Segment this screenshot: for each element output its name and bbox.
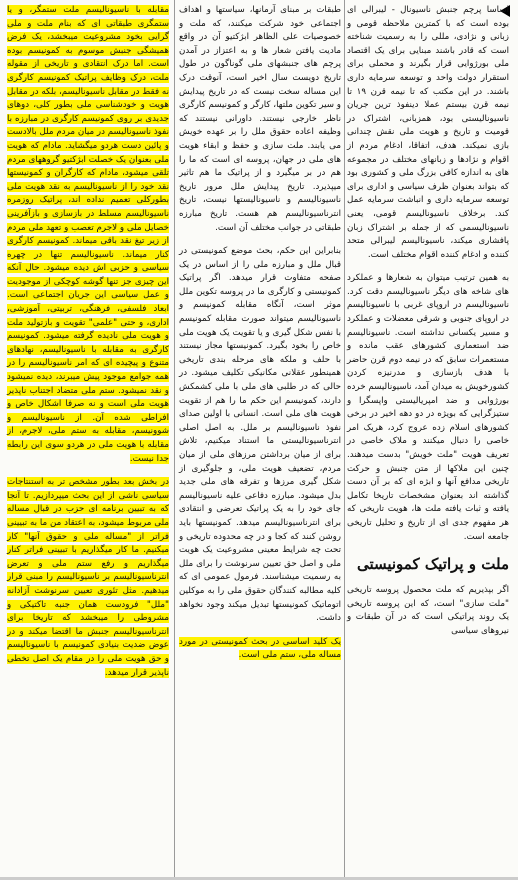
highlighted-text: در بخش بعد بطور مشخص تر به استنتاجات سیاسی ناشی از این بحث میپردازیم. تا آنجا که به تبیین برنامه ای حزب در قبال مساله ملی مربوط میشود، به اعتقاد من ما به تبیینی فراتر از "مساله ملی و حقوق آنها" کار میکنیم. ما کار میگذاریم با تبیینی فراتر کنار میگذاریم و رفع ستم ملی و تعرض انترناسیونالیسم بر ناسیونالیسم را مبنی قرار میدهیم. مثل تئوری تعیین سرنوشت آزادانه "ملل" فرودست همان جنبه تاکتیکی و مشروطی را میبخشد که تاریخا برای انترناسیونالیسم جنبش ما اقتضا میکند و در عوض ضدیت بنیادی کمونیسم با ناسیونالیسم و حق هویت ملی را در مقام یک اصل تخطی ناپذیر قرار میدهد.: [7, 477, 169, 678]
paragraph: [7, 476, 169, 680]
middle-column: [176, 0, 344, 880]
paragraph: اساسا پرچم جنبش ناسیونال - لیبرالی ای بوده است که با کمترین ملاحظه قومی و زبانی و نژادی، مللی را به رسمیت شناخته است که قادر باشند مبنایی برای یک اقتصاد ملی بورژوایی قرار بگیرند و محملی برای استقرار دولت واحد و توسعه سرمایه داری باشند. در این مکتب که تا نیمه قرن ۱۹ تا نیمه قرن بیستم عملا دینفوذ ترین جریان ناسیونالیستی بود، همزبانی، اشتراک در قومیت و تاریخ و هویت ملی نقش چندانی بازی نمیکند. هدف، اتفاقا، ادغام مردم از اقوام و نژادها و زبانهای مختلف در مجموعه های به اندازه کافی بزرگ ملی و کشوری بود که بتواند بعنوان ظرف سیاسی و اداری برای توسعه سرمایه داری و انباشت سرمایه عمل کند. برخلاف ناسیونالیسم قومی، یعنی ناسیونالیسمی که از جمله بر اشتراک زبان پافشاری میکند، ناسیونالیسم لیبرالی متحد کننده و ادغام کننده اقوام مختلف است.: [347, 5, 509, 260]
left-column: [4, 0, 172, 880]
column-divider: [174, 0, 175, 880]
highlighted-text: یک کلید اساسی در بحث کمونیستی در مورد مساله ملی، ستم ملی است.: [179, 636, 341, 661]
paragraph: [7, 4, 169, 466]
paragraph: بنابراین این حکم، بحث موضع کمونیستی در قبال ملل و مبارزه ملی را از اساس در یک صفحه متفاوت قرار میدهد. اگر پراتیک کمونیستی و کارگری ما در پروسه تکوین ملل موثر است، آنگاه مقابله کمونیسم و ناسیونالیسم میتواند صورت مقابله کمونیسم با نفس شکل گیری و یا تقویت یک هویت ملی خاص را بخود بگیرد. کمونیستها مجاز نیستند با حلف و ملکه های مرحله بندی تاریخی همینطور عقلانی مکانیکی تکلیف میشود. در حالی که در طلبی های ملی با ملی کشمکش دارند، کمونیسم این حکم ما را هم از تقویت هویت های ملی است. انسانی با اولین صدای نفوذ ناسیونالیسم بر ملل. به اصل اصلی انترناسیونالیستی ما استناد میکنیم، تلاش برای از میان برداشتن مرزهای ملی از میان مردم، تضعیف هویت ملی، و جلوگیری از شکل گیری مرزها و تفرقه های ملی جدید بدل میشود. مبارزه دفاعی علیه ناسیونالیسم جای خود را به یک پراتیک تعرضی و انتقادی برای انترناسیونالیسم میدهد. کمونیستها باید روشن کنند که کجا و در چه محدوده تاریخی و تحت چه شرایط معینی مشروعیت یک هویت ملی و اصل حق تعیین سرنوشت را برای ملل به رسمیت میشناسند. فرمول عمومی ای که کلیه مطالبه کنندگان حقوق ملی را به موکلین اتوماتیک کمونیستها تبدیل میکند وجود نخواهد داشت.: [179, 246, 341, 624]
section-heading: ملت و پراتیک کمونیستی: [356, 555, 509, 574]
paragraph: [179, 636, 341, 663]
highlighted-text: مقابله با ناسیونالیسم ملت ستمگر، و یا ستمگری طبقاتی ای که بنام ملت و ملی گرایی بخود مشروعیت میبخشد، یک فرض همیشگی جنبش موسوم به کمونیسم بوده است. اما درک انتقادی و تاریخی از مقوله ملت، درک وظایف پراتیک کمونیسم کارگری نه فقط در مقابل ناسیونالیسم، بلکه در مقابل هویت و خودشناسی ملی بطور کلی، دوهای جدیدی بر روی کمونیسم کارگری در مبارزه با نفوذ ناسیونالیسم در میان مردم ملل بالادست و پائین دست هردو میگشاید. مادام که هویت ملی بعنوان یک خصلت ابژکتیو گروههای مردم تلقی میشود، مادام که کارگران و کمونیستها نقد خود را از ناسیونالیسم به نقد هویت ملی بطورکلی تعمیم نداده اند، پراتیک روزمره ناسیونالیسم مسلط در بازسازی و بازآفرینی خصایل ملی و لاجرم تعصب و تعهد ملی مردم از زیر تیغ نقد باقی میماند. کمونیسم کارگری کنار میماند. ناسیونالیسم تنها در چهره سیاسی و حزبی اش دیده میشود. حال آنکه این چیزی جز تنها گوشه کوچکی از موجودیت و عمل سیاسی این جریان اجتماعی است. ابعاد فلسفی، فرهنگی، تربیتی، آموزشی، اداری، و حتی "علمی" تقویت و بازتولید ملت و هویت ملی نادیده گرفته میشود. کمونیسم کارگری به مقابله با ناسیونالیسم، نهادهای متنوع و پیچیده ای که امر ناسیونالیسم را در همه جوامع موجود پیش میبرند، دیده نمیشود و نقد نمیشود. ستم ملی متضاد اجتناب ناپذیر هویت ملی است و نه صرفا اشکال خاص و افراطی شده آن. از ناسیونالیسم و شوونیسم، مقابله به ستم ملی، لاجرم، از مقابله با هویت ملی در هردو سوی این رابطه جدا نیست.: [7, 5, 169, 464]
paragraph: به همین ترتیب میتوان به شعارها و عملکرد های شاخه های دیگر ناسیونالیسم دقت کرد. ناسیونالیسم در اروپای غربی با ناسیونالیسم در اروپای جنوبی و شرقی معضلات و عملکرد و مسیر یکسانی نداشته است. ناسیونالیسم ضد استعماری کشورهای عقب مانده و مستعمرات سابق که در نیمه دوم قرن حاضر با هدف بازسازی و مدرنیزه کردن کشورخویش به میدان آمد، ناسیونالیسم خرده بورژوایی و ضد امپریالیستی واپسگرا و ستیزگرایی که بویژه در دو دهه اخیر در برخی کشورهای اسلام زده عروج کرد، هریک امر خاصی را دنبال میکنند و ملاک خاصی در تعریف هویت "ملت خویش" بدست میدهند. چنین این ملاکها از متن جنبش و حرکت تاریخی مدافع آنها و ابژه ای که بر آن دست گذاشته اند بعنوان مشخصات تاریخا تکامل یافته و ثبات یافته ملت ها، هویت تاریخی که هر مفهوم جدی ای از تاریخ و تحلیل تاریخی جامعه است.: [347, 273, 509, 542]
paragraph: اگر بپذیریم که ملت محصول پروسه تاریخی "ملت سازی" است، که این پروسه تاریخی یک روند پراتیکی است که در آن طبقات و نیروهای سیاسی: [347, 585, 509, 636]
right-column: [345, 0, 513, 880]
paragraph: طبقات بر مبنای آرمانها، سیاستها و اهداف اجتماعی خود شرکت میکنند، که ملت و خصوصیات علی الظاهر ابژکتیو آن در واقع مادیت یافتن شعار ها و به اعتزاز در آمدن پرچم های جنبشهای ملی گوناگون در طول تاریخ دویست سال اخیر است، آنوقت درک این مساله سخت نیست که در تاریخ پیدایش و سیر تکوین ملتها، کارگر و کمونیسم کارگری ناظر خارجی نیستند. داورانی نیستند که وظیفه اعاده حقوق ملل را بر عهده خویش می یابند. ملت سازی و حفظ و ابقاء هویت های ملی در جهان، پروسه ای است که ما را هم در بر میگیرد و از پراتیک ما هم تاثیر میپذیرد. تاریخ پیدایش ملل مرور تاریخ ناسیونالیسم و ناسیونالیستها نیست، تاریخ انترناسیونالیسم هم هست. تاریخ مبارزه طبقاتی در جوانب مختلف آن است.: [179, 5, 341, 233]
